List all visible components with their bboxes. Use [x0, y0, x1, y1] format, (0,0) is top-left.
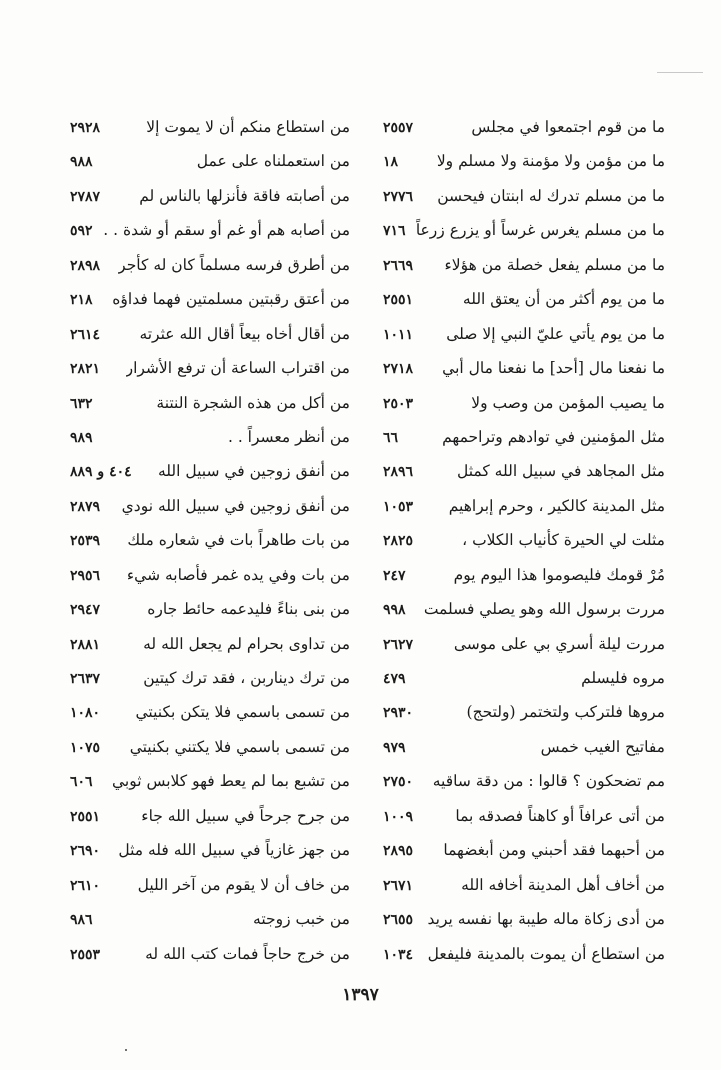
entry-number: ٩٨٩ — [70, 429, 93, 446]
index-entry — [383, 213, 665, 247]
entry-number: ١٠٣٤ — [383, 946, 414, 963]
index-entry — [383, 902, 665, 936]
entry-number: ٢٧٨٧ — [70, 188, 101, 205]
index-entry — [383, 386, 665, 420]
entry-text: من تشبع بما لم يعط فهو كلابس ثوبي — [111, 772, 350, 791]
index-entry — [70, 386, 350, 420]
entry-number: ٢٧٥٠ — [383, 774, 414, 791]
entry-text: ما من يوم يأتي عليّ النبي إلا صلى — [446, 324, 665, 343]
entry-number: ١٠٥٣ — [383, 498, 414, 515]
entry-number: ٢٦١٤ — [70, 326, 101, 343]
index-entry — [70, 523, 350, 557]
entry-text: من استطاع أن يموت بالمدينة فليفعل — [427, 944, 665, 963]
index-entry — [70, 420, 350, 454]
entry-text: من بنى بناءً فليدعمه حائط جاره — [147, 600, 350, 619]
index-column-right — [383, 110, 665, 971]
entry-number: ٢٥٥٧ — [383, 120, 414, 136]
entry-text: من جرح جرحاً في سبيل الله جاء — [141, 806, 350, 825]
entry-number: ٢٩٢٨ — [70, 120, 101, 136]
index-entry — [70, 213, 350, 247]
index-entry — [70, 489, 350, 523]
entry-number: ٢٨٧٩ — [70, 498, 101, 515]
index-entry — [70, 937, 350, 971]
index-entry — [383, 764, 665, 798]
entry-number: ٢٩٥٦ — [70, 567, 101, 584]
entry-number: ٩٨٦ — [70, 912, 93, 929]
entry-number: ٢٤٧ — [383, 567, 406, 584]
index-entry — [383, 937, 665, 971]
entry-number: ٢٥٣٩ — [70, 533, 101, 550]
entry-number: ١٠٠٩ — [383, 808, 414, 825]
entry-text: من أخاف أهل المدينة أخافه الله — [461, 875, 665, 894]
entry-text: من أصابه هم أو غم أو سقم أو شدة . . — [103, 221, 350, 240]
entry-number: ١٠١١ — [383, 326, 414, 343]
index-entry — [383, 420, 665, 454]
stray-dot — [125, 1049, 127, 1051]
entry-text: من جهز غازياً في سبيل الله فله مثل — [118, 841, 350, 860]
entry-number: ٢٥٥١ — [383, 292, 414, 309]
entry-number: ٢٨٢١ — [70, 361, 101, 378]
entry-number: ٦٦ — [383, 429, 399, 446]
index-entry — [383, 833, 665, 867]
entry-text: ما نفعنا مال [أحد] ما نفعنا مال أبي — [442, 359, 665, 378]
header-rule — [657, 72, 703, 73]
entry-text: ما من مسلم تدرك له ابنتان فيحسن — [437, 186, 665, 205]
entry-number: ٢٥٠٣ — [383, 395, 414, 412]
entry-number: ٢٩٣٠ — [383, 705, 414, 722]
index-entry — [383, 730, 665, 764]
index-entry — [383, 523, 665, 557]
entry-number: ٢٦٧١ — [383, 877, 414, 894]
entry-text: من أصابته فاقة فأنزلها بالناس لم — [139, 186, 350, 205]
entry-number: ٢٥٥٣ — [70, 946, 101, 963]
entry-text: من أقال أخاه بيعاً أقال الله عثرته — [139, 324, 350, 343]
entry-text: من استعملناه على عمل — [196, 152, 350, 171]
index-entry — [70, 592, 350, 626]
index-entry — [383, 351, 665, 385]
entry-number: ٤٧٩ — [383, 671, 406, 687]
entry-text: مثل المؤمنين في توادهم وتراحمهم — [442, 427, 665, 446]
index-entry — [70, 902, 350, 936]
entry-text: مثل المدينة كالكير ، وحرم إبراهيم — [448, 496, 665, 515]
entry-number: ٢٨٩٨ — [70, 257, 101, 274]
entry-text: مُرْ قومك فليصوموا هذا اليوم يوم — [453, 565, 665, 584]
entry-number: ١٠٨٠ — [70, 705, 101, 722]
entry-text: من أتى عرافاً أو كاهناً فصدقه بما — [455, 806, 665, 825]
entry-text: من ترك ديناربن ، فقد ترك كيتين — [143, 669, 350, 687]
entry-text: من استطاع منكم أن لا يموت إلا — [146, 118, 350, 136]
entry-text: مررت ليلة أسري بي على موسى — [453, 634, 665, 653]
index-entry — [70, 868, 350, 902]
index-entry — [383, 799, 665, 833]
entry-text: مفاتيح الغيب خمس — [540, 737, 665, 756]
index-entry — [383, 695, 665, 729]
entry-text: مم تضحكون ؟ قالوا : من دقة ساقيه — [432, 772, 665, 791]
entry-number: ٢٩٤٧ — [70, 602, 101, 619]
index-entry — [383, 282, 665, 316]
index-entry — [70, 351, 350, 385]
index-entry — [70, 799, 350, 833]
entry-text: ما يصيب المؤمن من وصب ولا — [471, 393, 665, 412]
entry-text: ما من مسلم يغرس غرساً أو يزرع زرعاً — [415, 221, 665, 240]
entry-number: ٢٦٥٥ — [383, 912, 414, 929]
index-entry — [383, 868, 665, 902]
entry-text: من بات طاهراً بات في شعاره ملك — [127, 531, 350, 550]
entry-text: من تسمى باسمي فلا يتكن بكنيتي — [135, 703, 350, 722]
index-entry — [383, 317, 665, 351]
entry-number: ٢٨٩٥ — [383, 843, 414, 860]
entry-text: من أكل من هذه الشجرة النتنة — [156, 393, 350, 412]
index-entry — [383, 489, 665, 523]
index-entry — [70, 110, 350, 144]
entry-number: ٦٣٢ — [70, 395, 93, 412]
entry-text: من تسمى باسمي فلا يكتني بكنيتي — [129, 737, 350, 756]
entry-number: ٩٧٩ — [383, 739, 406, 756]
entry-number: ٢٦١٠ — [70, 877, 101, 894]
entry-number: ٢٦٣٧ — [70, 671, 101, 687]
entry-number: ٤٠٤ و ٨٨٩ — [70, 464, 132, 481]
entry-text: ما من قوم اجتمعوا في مجلس — [471, 118, 665, 136]
entry-number: ٩٩٨ — [383, 602, 406, 619]
entry-number: ٥٩٢ — [70, 223, 93, 240]
entry-text: مثلت لي الحيرة كأنياب الكلاب ، — [462, 531, 665, 550]
entry-text: من أعتق رقبتين مسلمتين فهما فداؤه — [112, 290, 350, 309]
index-entry — [383, 144, 665, 178]
entry-text: من أدى زكاة ماله طيبة بها نفسه يريد — [427, 910, 665, 929]
index-entry — [70, 833, 350, 867]
entry-number: ٢٧٧٦ — [383, 188, 414, 205]
entry-text: ما من يوم أكثر من أن يعتق الله — [462, 290, 665, 309]
index-entry — [383, 627, 665, 661]
entry-number: ٢٦٦٩ — [383, 257, 414, 274]
entry-text: من أنفق زوجين في سبيل الله — [157, 462, 350, 481]
entry-text: مررت برسول الله وهو يصلي فسلمت — [423, 600, 665, 619]
index-entry — [70, 317, 350, 351]
entry-number: ٢٦٢٧ — [383, 636, 414, 653]
entry-text: من أنظر معسراً . . — [227, 427, 350, 446]
index-entry — [383, 248, 665, 282]
index-entry — [383, 661, 665, 695]
page-number: ١٣٩٧ — [342, 985, 379, 1005]
entry-text: من أطرق فرسه مسلماً كان له كأجر — [118, 255, 350, 274]
entry-text: من بات وفي يده غمر فأصابه شيء — [126, 565, 350, 584]
entry-text: ما من مسلم يفعل خصلة من هؤلاء — [444, 255, 665, 274]
entry-text: من أنفق زوجين في سبيل الله نودي — [121, 496, 350, 515]
entry-text: مثل المجاهد في سبيل الله كمثل — [456, 462, 665, 481]
entry-text: من أحبهما فقد أحبني ومن أبغضهما — [443, 841, 665, 860]
entry-number: ٧١٦ — [383, 223, 406, 240]
index-entry — [70, 144, 350, 178]
entry-number: ٩٨٨ — [70, 154, 93, 171]
index-entry — [383, 454, 665, 488]
entry-text: من خبب زوجته — [253, 910, 350, 929]
index-entry — [70, 179, 350, 213]
index-entry — [70, 282, 350, 316]
index-entry — [70, 764, 350, 798]
index-entry — [70, 248, 350, 282]
entry-text: من خرج حاجاً فمات كتب الله له — [145, 944, 350, 963]
entry-number: ٢٧١٨ — [383, 361, 414, 378]
entry-number: ٢٥٥١ — [70, 808, 101, 825]
index-column-left — [70, 110, 350, 971]
entry-text: من خاف أن لا يقوم من آخر الليل — [137, 875, 350, 894]
entry-text: من تداوى بحرام لم يجعل الله له — [143, 634, 350, 653]
index-entry — [70, 558, 350, 592]
index-entry — [383, 592, 665, 626]
index-entry — [70, 661, 350, 695]
entry-number: ٢٨٩٦ — [383, 464, 414, 481]
index-entry — [70, 695, 350, 729]
index-entry — [70, 454, 350, 488]
entry-text: من اقتراب الساعة أن ترفع الأشرار — [125, 359, 350, 378]
entry-number: ٢١٨ — [70, 292, 93, 309]
entry-number: ١٠٧٥ — [70, 739, 101, 756]
index-entry — [383, 558, 665, 592]
entry-text: مروها فلتركب ولتختمر (ولتحج) — [466, 703, 665, 722]
entry-number: ٢٨٢٥ — [383, 533, 414, 550]
entry-text: ما من مؤمن ولا مؤمنة ولا مسلم ولا — [436, 152, 665, 171]
entry-number: ٦٠٦ — [70, 774, 93, 791]
entry-text: مروه فليسلم — [581, 669, 665, 687]
index-entry — [70, 730, 350, 764]
index-entry — [70, 627, 350, 661]
index-entry — [383, 110, 665, 144]
index-entry — [383, 179, 665, 213]
entry-number: ١٨ — [383, 154, 399, 171]
entry-number: ٢٦٩٠ — [70, 843, 101, 860]
entry-number: ٢٨٨١ — [70, 636, 101, 653]
